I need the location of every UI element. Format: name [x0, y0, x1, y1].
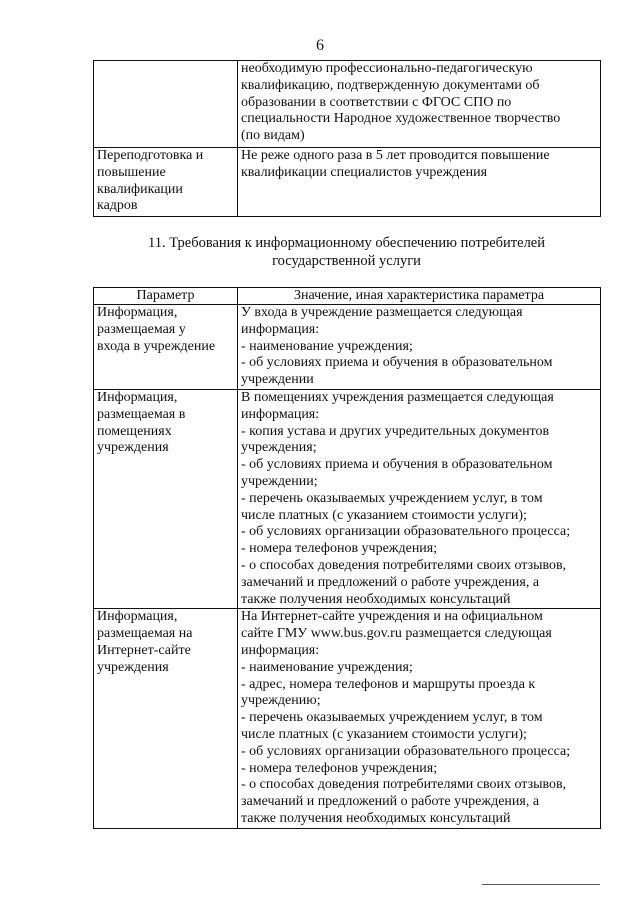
section-heading-line: 11. Требования к информационному обеспечению потребителей — [148, 235, 545, 251]
value-line: квалификации специалистов учреждения — [241, 164, 488, 180]
value-line: специальности Народное художественное творчество — [241, 111, 561, 127]
value-line: образовании в соответствии с ФГОС СПО по — [241, 94, 512, 110]
table-row — [94, 61, 601, 148]
value-line: учреждении; — [241, 473, 318, 489]
column-header-value: Значение, иная характеристика параметра — [238, 288, 601, 305]
value-line: - наименование учреждения; — [241, 338, 413, 354]
value-line: В помещениях учреждения размещается следующая — [241, 389, 554, 405]
column-header-parameter: Параметр — [94, 288, 238, 305]
value-line: также получения необходимых консультаций — [241, 810, 511, 826]
value-line: - об условиях организации образовательного процесса; — [241, 743, 571, 759]
value-line: Не реже одного раза в 5 лет проводится повышение — [241, 148, 550, 163]
param-line: размещаемая на — [97, 626, 193, 642]
param-cell — [94, 389, 238, 608]
param-line: кадров — [97, 198, 138, 214]
table-row — [94, 389, 601, 608]
value-line: - об условиях организации образовательного процесса; — [241, 524, 571, 540]
param-line: учреждения — [97, 440, 169, 456]
param-line: Информация, — [97, 609, 178, 625]
value-line: - о способах доведения потребителями своих отзывов, — [241, 557, 567, 573]
value-cell — [238, 61, 601, 148]
param-line: учреждения — [97, 659, 169, 675]
value-line: У входа в учреждение размещается следующая — [241, 305, 523, 320]
value-line: - номера телефонов учреждения; — [241, 760, 438, 776]
value-line: - номера телефонов учреждения; — [241, 541, 438, 557]
value-line: числе платных (с указанием стоимости услуги); — [241, 726, 527, 742]
param-line: квалификации — [97, 181, 183, 197]
value-line: - о способах доведения потребителями своих отзывов, — [241, 777, 567, 793]
value-line: замечаний и предложений о работе учреждения, а — [241, 574, 540, 590]
value-cell — [238, 609, 601, 828]
param-cell — [94, 305, 238, 390]
value-line: (по видам) — [241, 128, 305, 144]
value-line: квалификацию, подтвержденную документами об — [241, 77, 540, 93]
value-cell — [238, 305, 601, 390]
param-line: помещениях — [97, 423, 172, 439]
param-line: размещаемая у — [97, 321, 186, 337]
value-line: - перечень оказываемых учреждением услуг, в том — [241, 490, 543, 506]
value-line: - об условиях приема и обучения в образовательном — [241, 457, 553, 473]
param-line: повышение — [97, 164, 166, 180]
param-line: Переподготовка и — [97, 148, 204, 163]
table-row — [94, 148, 601, 217]
value-line: учреждению; — [241, 693, 321, 709]
value-cell — [238, 389, 601, 608]
value-line: - перечень оказываемых учреждением услуг, в том — [241, 710, 543, 726]
param-cell — [94, 148, 238, 217]
value-line: учреждения; — [241, 440, 317, 456]
param-line: размещаемая в — [97, 406, 186, 422]
param-line: Информация, — [97, 389, 178, 405]
value-line: - копия устава и других учредительных документов — [241, 423, 550, 439]
value-line: сайте ГМУ www.bus.gov.ru размещается следующая — [241, 626, 552, 642]
param-cell — [94, 609, 238, 828]
value-line: также получения необходимых консультаций — [241, 591, 511, 607]
value-line: информация: — [241, 406, 320, 422]
value-line: необходимую профессионально-педагогическую — [241, 61, 533, 76]
value-cell — [238, 148, 601, 217]
value-line: На Интернет-сайте учреждения и на официальном — [241, 609, 543, 625]
value-line: числе платных (с указанием стоимости услуги); — [241, 507, 527, 523]
page-number: 6 — [316, 37, 324, 54]
continued-table — [93, 60, 601, 217]
table-row — [94, 609, 601, 828]
info-requirements-table — [93, 287, 601, 829]
value-line: учреждении — [241, 372, 314, 388]
value-line: информация: — [241, 642, 320, 658]
param-line: Интернет-сайте — [97, 642, 191, 658]
value-line: - об условиях приема и обучения в образовательном — [241, 355, 553, 371]
table-header-row — [94, 288, 601, 305]
param-line: Информация, — [97, 305, 178, 320]
value-line: - наименование учреждения; — [241, 659, 413, 675]
table-row — [94, 305, 601, 390]
param-cell — [94, 61, 238, 148]
footer-rule — [482, 884, 600, 885]
value-line: замечаний и предложений о работе учреждения, а — [241, 794, 540, 810]
section-heading — [93, 234, 600, 270]
value-line: информация: — [241, 321, 320, 337]
section-heading-line: государственной услуги — [272, 253, 421, 269]
param-line: входа в учреждение — [97, 338, 216, 354]
value-line: - адрес, номера телефонов и маршруты проезда к — [241, 676, 536, 692]
